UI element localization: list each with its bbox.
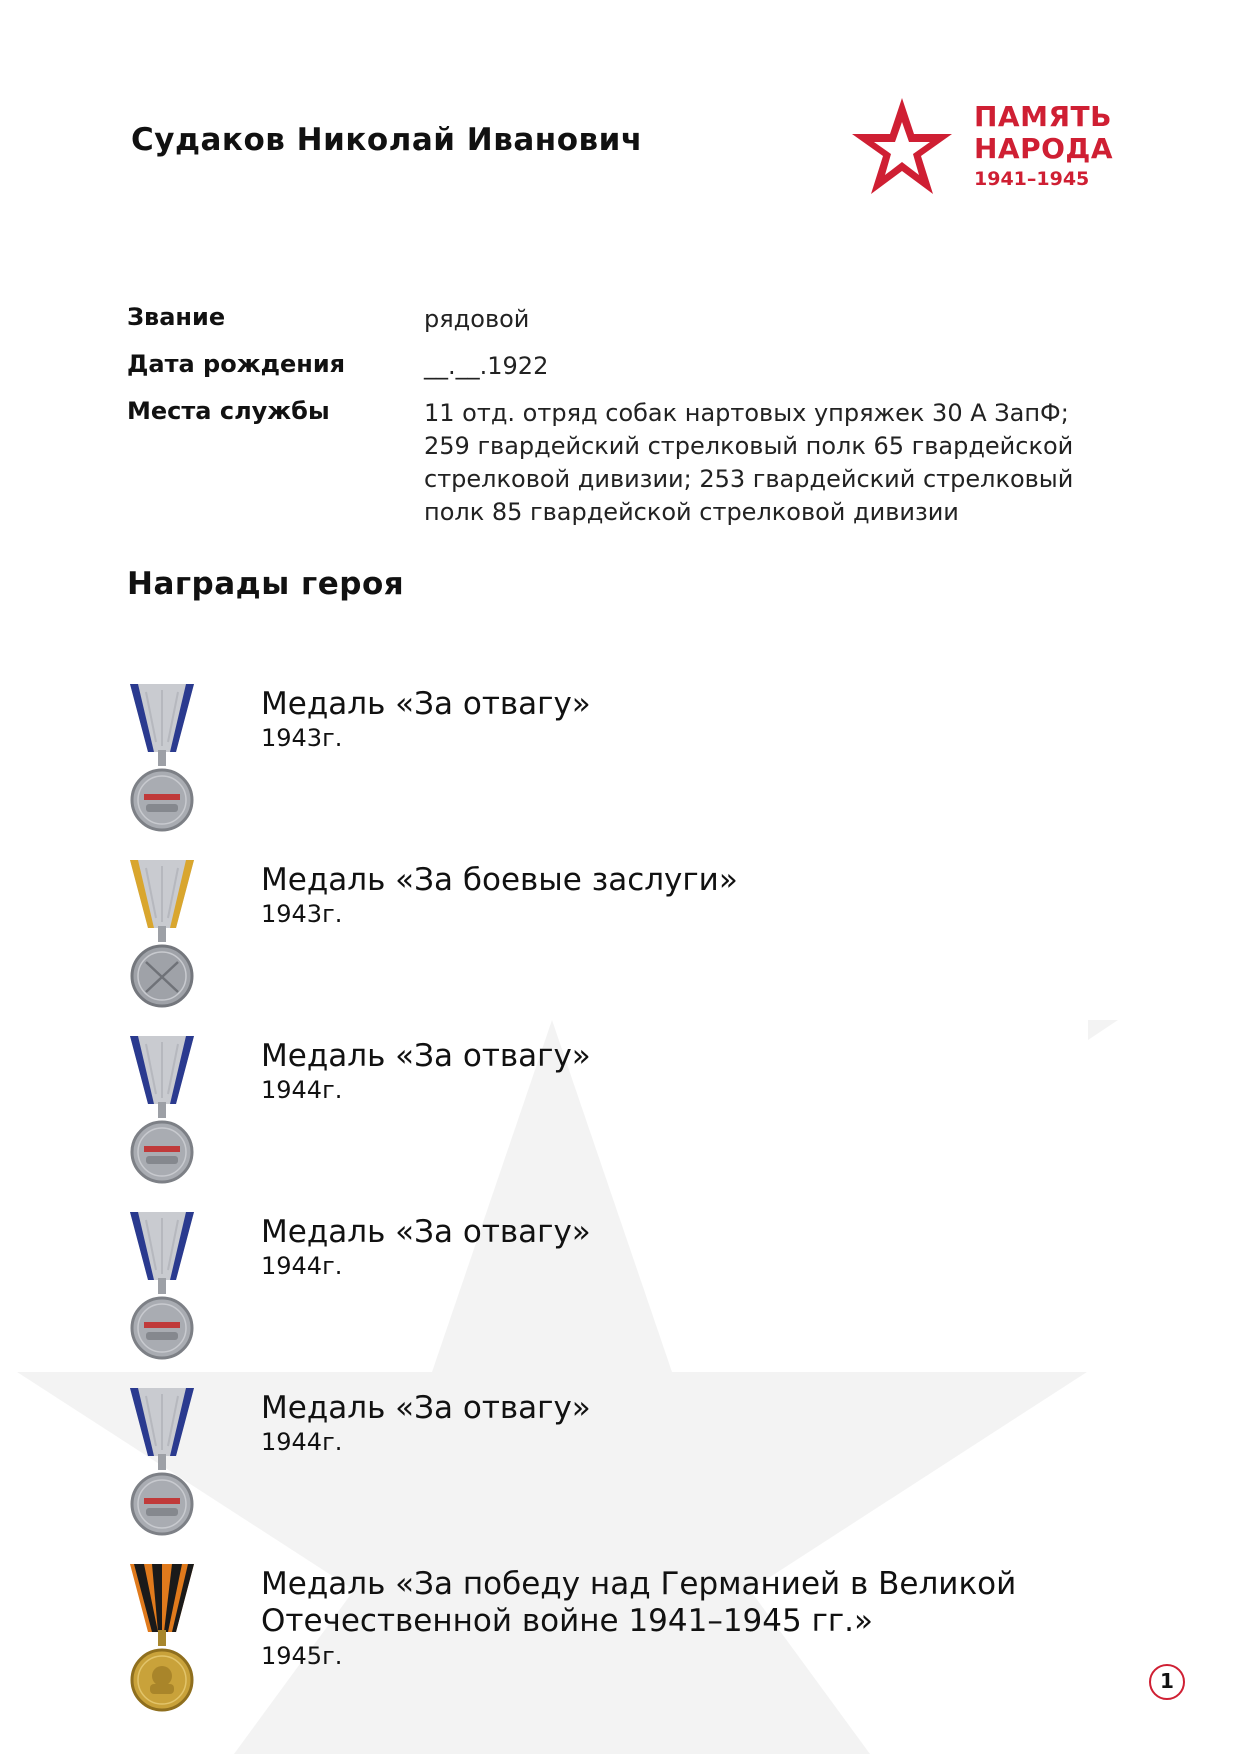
award-name: Медаль «За отвагу»	[261, 686, 591, 722]
award-year: 1944г.	[261, 1252, 343, 1280]
award-name: Медаль «За отвагу»	[261, 1390, 591, 1426]
info-value: 11 отд. отряд собак нартовых упряжек 30 А ЗапФ; 259 гвардейский стрелковый полк 65 гвардейской стрелковой дивизии; 253 гвардейский стрелковый полк 85 гвардейской стрелковой дивизии	[424, 399, 1074, 526]
pamyat-naroda-logo	[850, 96, 1120, 196]
award-item	[110, 1210, 1110, 1370]
logo-years: 1941–1945	[974, 168, 1090, 190]
medal-za-pobedu-icon	[116, 1562, 208, 1712]
awards-section-title: Награды героя	[127, 566, 405, 602]
info-row-rank	[127, 303, 1107, 336]
award-item	[110, 1562, 1110, 1722]
award-year: 1944г.	[261, 1428, 343, 1456]
info-label: Звание	[127, 303, 226, 331]
award-name: Медаль «За отвагу»	[261, 1038, 591, 1074]
page-number: 1	[1149, 1664, 1185, 1700]
award-item	[110, 858, 1110, 1018]
medal-za-otvagu-icon	[116, 1034, 208, 1184]
logo-title-line1: ПАМЯТЬ	[974, 100, 1112, 133]
info-row-birth-date	[127, 350, 1107, 383]
hero-info	[127, 303, 1107, 543]
logo-title-line2: НАРОДА	[974, 132, 1114, 165]
info-value: __.__.1922	[424, 352, 549, 380]
award-name: Медаль «За боевые заслуги»	[261, 862, 738, 898]
hero-name: Судаков Николай Иванович	[131, 122, 643, 158]
info-value: рядовой	[424, 305, 530, 333]
info-label: Дата рождения	[127, 350, 346, 378]
award-name: Медаль «За победу над Германией в Великой Отечественной войне 1941–1945 гг.»	[261, 1566, 1017, 1639]
medal-za-otvagu-icon	[116, 682, 208, 832]
red-star-icon	[850, 96, 954, 196]
award-item	[110, 1034, 1110, 1194]
award-year: 1943г.	[261, 724, 343, 752]
award-year: 1944г.	[261, 1076, 343, 1104]
medal-za-otvagu-icon	[116, 1210, 208, 1360]
info-label: Места службы	[127, 397, 330, 425]
award-year: 1943г.	[261, 900, 343, 928]
award-year: 1945г.	[261, 1642, 343, 1670]
info-row-service-places	[127, 397, 1107, 529]
medal-za-otvagu-icon	[116, 1386, 208, 1536]
award-item	[110, 1386, 1110, 1546]
medal-za-boevye-zaslugi-icon	[116, 858, 208, 1008]
award-name: Медаль «За отвагу»	[261, 1214, 591, 1250]
award-item	[110, 682, 1110, 842]
